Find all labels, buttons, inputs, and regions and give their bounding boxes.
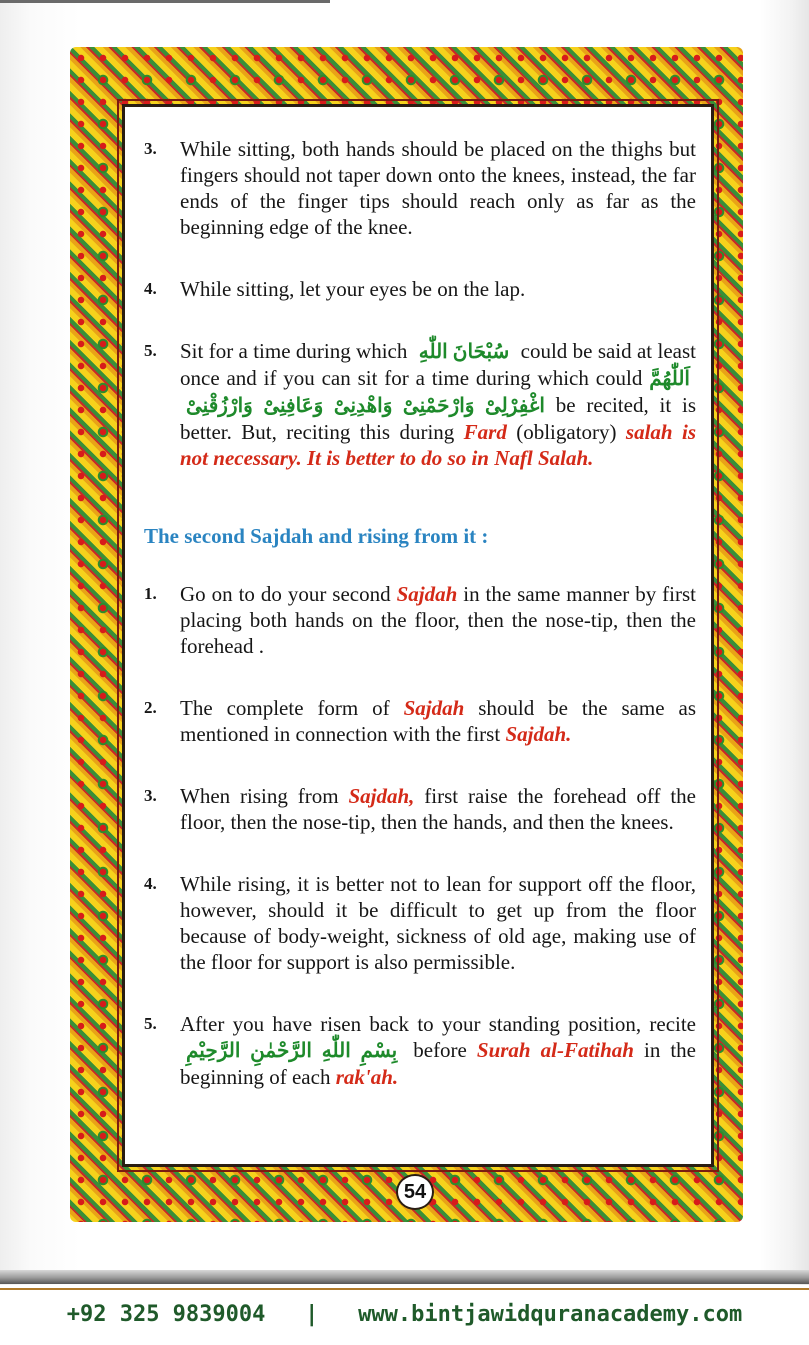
list-item [138,338,696,471]
list-item-number: 1. [144,584,157,603]
list-item [138,783,696,835]
list-item [138,136,696,240]
body-text: While rising, it is better not to lean for support off the floor, however, should it be difficult to get up from the floor because of body-weight, sickness of old age, making use of the floor for support is also permissible. [180,872,696,974]
page-top-edge [0,0,330,3]
page-content [138,136,696,1126]
emphasis-text: Sajdah [396,582,458,606]
body-text: first raise the forehead off the floor, then the nose-tip, then the hands, and then the knees. [180,784,696,834]
body-text: While sitting, both hands should be placed on the thighs but fingers should not taper down onto the knees, instead, the far ends of the finger tips should reach only as far as the beginning edge of the knee. [180,137,696,239]
arabic-text: اَللّٰهُمَّ اغْفِرْلِیْ وَارْحَمْنِیْ وَاهْدِنِیْ وَعَافِنِیْ وَارْزُقْنِیْ [186,368,690,417]
body-text: After you have risen back to your standing position, recite [180,1012,696,1036]
footer [0,1298,809,1332]
page-bottom-shadow [0,1270,809,1284]
body-text: be recited, it is better. But, reciting this during [180,393,696,444]
list-item-number: 4. [144,874,157,893]
body-text: in the beginning of each [180,1038,696,1089]
emphasis-text: Sajdah [403,696,465,720]
body-text: before [403,1038,477,1062]
emphasis-text: Sajdah, [348,784,415,808]
list-item-number: 4. [144,279,157,298]
emphasis-text: Sajdah. [505,722,572,746]
list-item [138,695,696,747]
body-text: While sitting, let your eyes be on the lap. [180,277,526,301]
body-text: could be said at least once and if you can sit for a time during which could [180,339,696,390]
emphasis-text: Fard [463,420,507,444]
emphasis-text: rak'ah. [335,1065,399,1089]
list-second-sajdah-instructions [138,581,696,1090]
list-item-number: 3. [144,786,157,805]
footer-separator: | [305,1302,319,1327]
footer-website-link[interactable]: www.bintjawidquranacademy.com [358,1302,743,1327]
list-item-number: 2. [144,698,157,717]
list-item [138,581,696,659]
list-item [138,276,696,302]
list-item-number: 5. [144,1014,157,1033]
emphasis-text: salah is not necessary. It is better to do so in Nafl Salah. [180,420,696,470]
page-number: 54 [396,1174,434,1210]
section-title: The second Sajdah and rising from it : [144,524,489,548]
footer-phone: +92 325 9839004 [66,1302,266,1327]
list-sitting-instructions [138,136,696,471]
emphasis-text: Surah al-Fatihah [476,1038,634,1062]
body-text: The complete form of [180,696,404,720]
arabic-text: بِسْمِ اللّٰهِ الرَّحْمٰنِ الرَّحِيْمِ [186,1040,398,1062]
body-text: Sit for a time during which [180,339,413,363]
list-item [138,871,696,975]
arabic-text: سُبْحَانَ اللّٰهِ [418,341,510,363]
body-text: (obligatory) [506,420,626,444]
list-item [138,1011,696,1090]
list-item-number: 5. [144,341,157,360]
footer-rule [0,1288,809,1290]
body-text: When rising from [180,784,349,808]
body-text: Go on to do your second [180,582,397,606]
list-item-number: 3. [144,139,157,158]
body-text: should be the same as mentioned in connection with the first [180,696,696,746]
body-text: in the same manner by first placing both hands on the floor, then the nose-tip, then the forehead . [180,582,697,658]
